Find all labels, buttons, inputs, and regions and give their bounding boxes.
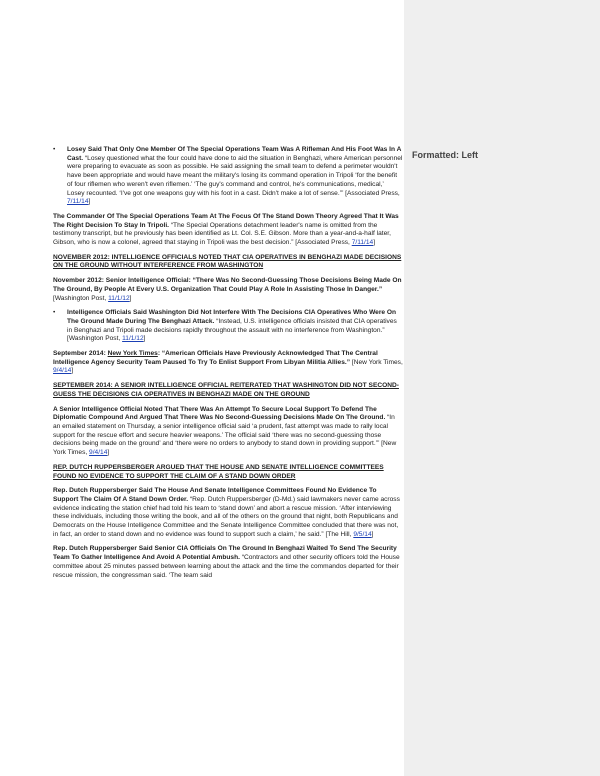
citation-link[interactable]: 9/4/14 — [53, 367, 72, 375]
paragraph-heading: A Senior Intelligence Official Noted That There Was An Attempt To Secure Local Support To Defend The Diplomatic Compound And Argued That There Was No Second-Guessing Decisions Made On The Ground. — [53, 405, 386, 422]
paragraph-heading: Rep. Dutch Ruppersberger Said Senior CIA Officials On The Ground In Benghazi Waited To Send The Security Team To Gather Intelligence And Avoid A Potential Ambush. — [53, 545, 397, 562]
paragraph-ruppersberger-cia — [53, 545, 403, 580]
paragraph-text: “The Special Operations detachment leader's name is omitted from the testimony transcript, but he previously has been identified as Lt. Col. S.E. Gibson. More than a year-and-a-half later, Gibson, who is now a colonel, agreed that staying in Tripoli was the best decision.” [Associated Press, — [53, 221, 391, 247]
citation-link[interactable]: 9/4/14 — [89, 449, 108, 457]
bullet-icon: • — [53, 146, 56, 153]
paragraph-commander — [53, 213, 403, 248]
citation-close: ] — [373, 239, 376, 247]
section-heading-sept-2014: SEPTEMBER 2014: A SENIOR INTELLIGENCE OFFICIAL REITERATED THAT WASHINGTON DID NOT SECOND-GUESS THE DECISIONS CIA OPERATIVES IN BENGHAZI MADE ON THE GROUND — [53, 382, 399, 398]
paragraph-heading-lead: September 2014: — [53, 350, 108, 358]
paragraph-ruppersberger-committees — [53, 487, 403, 539]
citation-close: ] — [143, 335, 146, 343]
bullet-heading: Losey Said That Only One Member Of The Special Operations Team Was A Rifleman And His Foot Was In A Cast. — [67, 146, 402, 162]
publication-name: New York Times — [107, 350, 158, 358]
paragraph-text: [New York Times, — [350, 358, 403, 366]
paragraph-text: “Contractors and other security officers told the House committee about 25 minutes passed between learning about the attack and the time the commandos departed for their rescue mission, the congressman said. ‘The team said — [53, 554, 400, 579]
bullet-item-intelligence-officials — [53, 309, 403, 344]
citation-close: ] — [88, 198, 91, 206]
paragraph-nov-2012-official — [53, 277, 403, 303]
bullet-heading: Intelligence Officials Said Washington Did Not Interfere With The Decisions CIA Operatives Who Were On The Ground Made During The Benghazi Attack. — [67, 309, 397, 325]
section-heading-nov-2012: NOVEMBER 2012: INTELLIGENCE OFFICIALS NOTED THAT CIA OPERATIVES IN BENGHAZI MADE DECISIONS ON THE GROUND WITHOUT INTERFERENCE FROM WASHINGTON — [53, 253, 402, 270]
citation-link[interactable]: 11/1/12 — [122, 335, 144, 343]
paragraph-text: “Rep. Dutch Ruppersberger (D-Md.) said lawmakers never came across evidence indicating the station chief had told his team to ‘stand down’ and abort a rescue mission. ‘After interviewing these individuals, including those writing the book, and all of the others on the ground that night, both Republicans and Democrats on the House Intelligence Committee and the Senate Intelligence Committee concluded that there was not, in fact, an order to stand down and no evidence was found to support such a claim,’ he said.” [The Hill, — [53, 495, 400, 538]
paragraph-text: “In an emailed statement on Thursday, a senior intelligence official said ‘a prudent, fast attempt was made to rally local support for the rescue effort and secure heavier weapons.’ The official said ‘there was no second-guessing those decisions being made on the ground’ and ‘there were no orders to anybody to stand down in providing support.’” [New York Times, — [53, 414, 397, 457]
bullet-text: “Losey questioned what the four could have done to aid the situation in Benghazi, where American personnel were preparing to evacuate as soon as possible. He said assigning the small team to defend a perimeter wouldn't have been appropriate and would have meant the military's losing its command operation in Tripoli ‘for the benefit of four riflemen who weren't even riflemen.’ ‘The guy's command and control, he's communications, medical,’ Losey recounted. ‘I've got one weapons guy with his foot in a cast. Didn't make a lot of sense.’” [Associated Press, — [67, 154, 403, 197]
citation-link[interactable]: 9/5/14 — [353, 530, 372, 538]
paragraph-heading: The Commander Of The Special Operations Team At The Focus Of The Stand Down Theory Agreed That It Was The Right Decision To Stay In Tripoli. — [53, 212, 399, 229]
section-heading-ruppersberger: REP. DUTCH RUPPERSBERGER ARGUED THAT THE HOUSE AND SENATE INTELLIGENCE COMMITTEES FOUND NO EVIDENCE TO SUPPORT THE CLAIM OF A STAND DOWN ORDER — [53, 463, 384, 480]
paragraph-heading: November 2012: Senior Intelligence Official: “There Was No Second-Guessing Those Decisions Being Made On The Ground, By People At Every U.S. Organization That Could Play A Role In Assisting Those In Danger.” — [53, 277, 402, 293]
formatting-note: Formatted: Left — [412, 150, 478, 160]
citation-link[interactable]: 11/1/12 — [108, 294, 130, 302]
paragraph-senior-official — [53, 406, 403, 458]
paragraph-text: [Washington Post, — [53, 294, 109, 302]
citation-close: ] — [107, 449, 110, 457]
citation-close: ] — [71, 367, 74, 375]
bullet-icon: • — [53, 309, 56, 317]
bullet-item-losey-rifleman — [53, 146, 403, 207]
comment-margin-panel — [404, 0, 600, 776]
paragraph-heading: Rep. Dutch Ruppersberger Said The House And Senate Intelligence Committees Found No Evidence To Support The Claim Of A Stand Down Order. — [53, 487, 377, 503]
citation-link[interactable]: 7/11/14 — [351, 239, 374, 247]
citation-close: ] — [129, 294, 132, 302]
bullet-text: “Instead, U.S. intelligence officials insisted that CIA operatives in Benghazi and Tripoli made decisions rapidly throughout the assault with no interference from Washington.” [Washington Post, — [67, 317, 397, 343]
paragraph-heading: : “American Officials Have Previously Acknowledged That The Central Intelligence Agency Security Team Paused To Try To Enlist Support From Libyan Militia Allies.” — [53, 350, 378, 366]
citation-link[interactable]: 7/11/14 — [67, 198, 89, 206]
paragraph-sept-2014-nyt — [53, 350, 403, 376]
document-body — [53, 146, 403, 586]
citation-close: ] — [371, 530, 374, 538]
